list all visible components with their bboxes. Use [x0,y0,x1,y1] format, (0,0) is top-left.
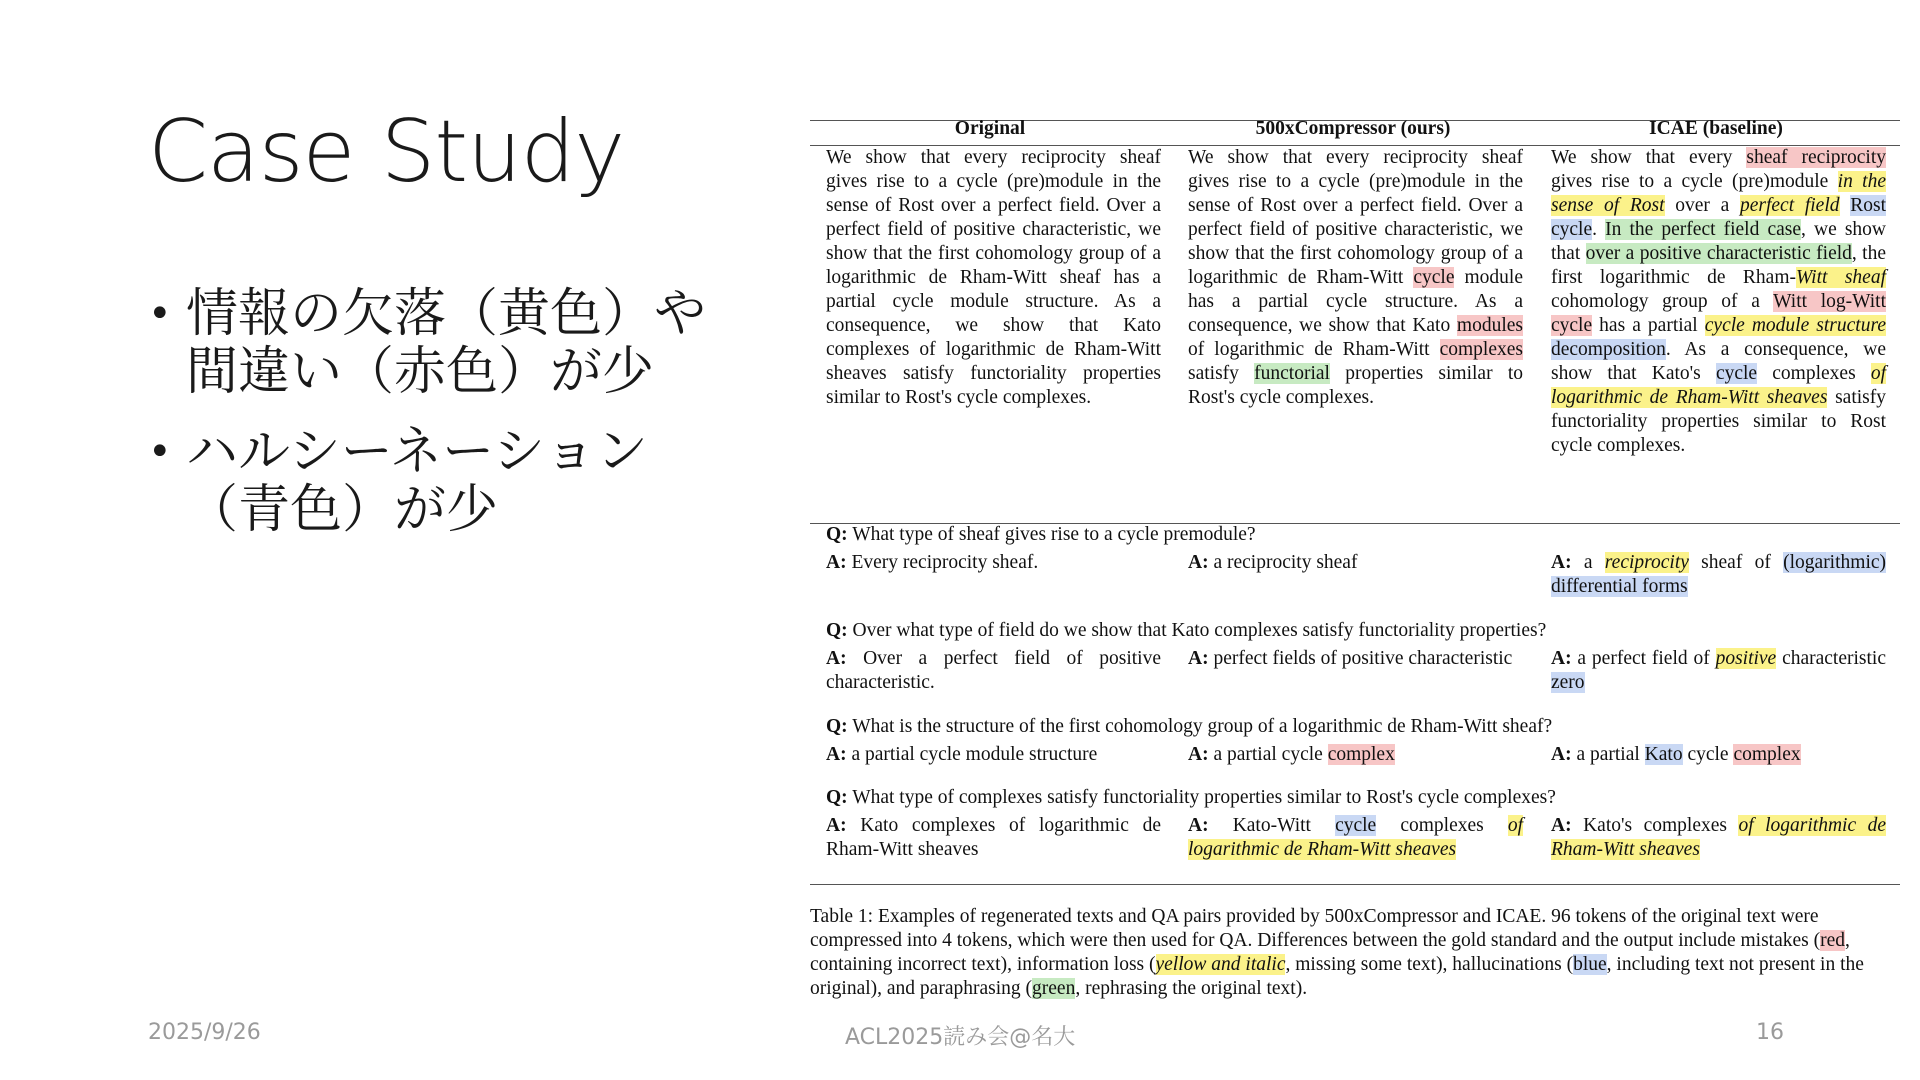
q-text: What type of complexes satisfy functoriality properties similar to Rost's cycle complexes? [852,787,1556,808]
text-segment: complexes [1376,815,1508,836]
highlight-yi: of logarithmic de Rham-Witt sheaves [1188,815,1523,860]
qa-question [826,524,1256,546]
answer-icae [1551,551,1886,599]
text-segment: a partial cycle [1213,744,1328,765]
highlight-yi: positive [1715,648,1777,669]
answer-text [1188,815,1523,860]
highlight-r: red [1820,930,1846,951]
a-label: A: [826,815,847,836]
highlight-b: Kato [1644,744,1683,765]
a-label: A: [1188,552,1209,573]
q-text: What is the structure of the first cohomology group of a logarithmic de Rham-Witt sheaf? [852,716,1553,737]
text-segment: Kato-Witt [1232,815,1336,836]
bullet-list [148,285,708,561]
answer-original [826,814,1161,862]
text-segment: module has a partial cycle structure. As a consequence, we show that Kato [1188,267,1524,336]
a-label: A: [1188,744,1209,765]
answer-icae [1551,743,1886,767]
q-label: Q: [826,716,848,737]
qa-question [826,787,1556,809]
bullet-text: ハルシーネーション（青色）が少 [186,422,649,540]
highlight-yi: perfect field [1739,195,1840,216]
footer-date: 2025/9/26 [148,1020,261,1045]
text-segment: We show that every [1551,147,1747,168]
answer-text [1213,648,1512,669]
text-segment: Kato's complexes [1583,815,1739,836]
header-original: Original [954,118,1026,139]
text-segment: perfect fields of positive characteristic [1213,648,1513,669]
table-bottom-rule [810,884,1900,885]
q-label: Q: [826,787,848,808]
highlight-g: In the perfect field case [1605,219,1802,240]
answer-compressor [1188,551,1523,575]
text-segment: , we show that [1551,219,1886,264]
highlight-g: over a positive characteristic field [1585,243,1852,264]
answer-compressor [1188,647,1523,671]
highlight-r: complexes [1439,339,1523,360]
answer-text [1213,552,1357,573]
text-segment: of logarithmic de Rham-Witt [1188,339,1440,360]
bullet-text: 情報の欠落（黄色）や間違い（赤色）が少 [186,284,707,402]
a-label: A: [1188,815,1209,836]
answer-text [1576,744,1800,765]
highlight-yi: in the sense of Rost [1551,171,1886,216]
highlight-b: Rost cycle [1551,195,1886,240]
answer-original [826,743,1161,767]
answer-original [826,551,1161,575]
answer-icae [1551,647,1886,695]
highlight-yi: Witt sheaf [1796,267,1886,288]
qa-question [826,716,1552,738]
table-caption [810,905,1908,1001]
highlight-g: green [1032,978,1076,999]
text-segment: , missing some text), hallucinations ( [1285,954,1574,975]
q-label: Q: [826,524,848,545]
answer-text [1551,648,1886,693]
compressor-text [1188,146,1523,410]
text-segment: characteristic [1776,648,1886,669]
text-segment: satisfy [1188,363,1255,384]
text-segment: a partial cycle module structure [851,744,1098,765]
text-segment: a perfect field of [1577,648,1716,669]
highlight-b: blue [1573,954,1607,975]
text-segment: We show that every reciprocity sheaf gives rise to a cycle (pre)module in the sense of Rost over a perfect field. Over a perfect field of positive characteristic, we show that the first cohomology group of a logarithmic de Rham-Witt [1188,147,1523,288]
bullet-item [148,285,708,401]
answer-compressor [1188,814,1523,862]
text-segment: a [1583,552,1605,573]
text-segment: , containing incorrect text), information loss ( [810,930,1850,975]
a-label: A: [826,552,847,573]
icae-text [1551,146,1886,458]
highlight-b: zero [1551,672,1585,693]
text-segment: cohomology group of a [1551,291,1774,312]
text-segment: Table 1: Examples of regenerated texts and QA pairs provided by 500xCompressor and ICAE. 96 tokens of the original text were compressed into 4 tokens, which were then used for QA. Differences between the gold standard and the output include mistakes ( [810,906,1821,951]
text-segment: Every reciprocity sheaf. [851,552,1039,573]
a-label: A: [826,648,847,669]
text-segment: a partial [1576,744,1645,765]
q-text: Over what type of field do we show that Kato complexes satisfy functoriality properties? [852,620,1547,641]
text-segment: , including text not present in the original), and paraphrasing ( [810,954,1864,999]
highlight-g: functorial [1254,363,1330,384]
highlight-r: modules [1456,315,1523,336]
highlight-r: Witt log-Witt cycle [1551,291,1886,336]
text-segment: properties similar to Rost's cycle complexes. [1188,363,1523,408]
footer-event: ACL2025読み会@名大 [845,1025,1076,1050]
highlight-yi: of logarithmic de Rham-Witt sheaves [1551,363,1887,408]
answer-icae [1551,814,1886,862]
text-segment: Over a perfect field of positive characteristic. [826,648,1162,693]
text-segment: sheaf of [1688,552,1784,573]
highlight-b: cycle [1715,363,1758,384]
a-label: A: [1551,815,1572,836]
answer-text [851,744,1097,765]
highlight-b: decomposition [1551,339,1666,360]
highlight-r: complex [1733,744,1801,765]
text-segment: , rephrasing the original text). [1075,978,1308,999]
highlight-r: sheaf reciprocity [1746,147,1886,168]
text-segment: Kato complexes of logarithmic de Rham-Witt sheaves [826,815,1161,860]
answer-compressor [1188,743,1523,767]
highlight-yi: cycle module structure [1704,315,1886,336]
text-segment: satisfy functoriality properties similar to Rost cycle complexes. [1551,387,1886,456]
a-label: A: [1551,744,1572,765]
highlight-yi: of logarithmic de Rham-Witt sheaves [1551,815,1886,860]
answer-text [1213,744,1394,765]
a-label: A: [1188,648,1209,669]
text-segment: has a partial [1592,315,1705,336]
answer-text [826,815,1161,860]
text-segment: . As a consequence, we show that Kato's [1551,339,1886,384]
text-segment: cycle [1682,744,1734,765]
a-label: A: [1551,648,1572,669]
highlight-r: cycle [1413,267,1455,288]
answer-text [1551,552,1886,597]
text-segment: complexes [1757,363,1871,384]
q-label: Q: [826,620,848,641]
header-500xcompressor: 500xCompressor (ours) [1255,118,1451,139]
text-segment: a reciprocity sheaf [1213,552,1358,573]
text-segment: . [1592,219,1606,240]
text-segment: , the first logarithmic de Rham- [1551,243,1886,288]
a-label: A: [1551,552,1572,573]
highlight-yi: yellow and italic [1155,954,1286,975]
original-text: We show that every reciprocity sheaf gives rise to a cycle (pre)module in the sense of Rost over a perfect field. Over a perfect field of positive characteristic, we show that the first cohomology group of a logarithmic de Rham-Witt sheaf has a partial cycle module structure. As a consequence, we show that Kato complexes of logarithmic de Rham-Witt sheaves satisfy functoriality properties similar to Rost's cycle complexes. [826,147,1161,408]
highlight-b: cycle [1335,815,1377,836]
text-segment: over a [1664,195,1740,216]
highlight-yi: reciprocity [1604,552,1689,573]
text-segment [1840,195,1851,216]
answer-text [1551,815,1886,860]
bullet-dot: • [148,429,172,475]
answer-text [851,552,1038,573]
slide-title: Case Study [148,102,625,202]
header-icae: ICAE (baseline) [1649,118,1783,139]
a-label: A: [826,744,847,765]
answer-original [826,647,1161,695]
text-segment: gives rise to a cycle (pre)module [1551,171,1838,192]
bullet-dot: • [148,291,172,337]
bullet-item [148,423,708,539]
highlight-b: (logarithmic) differential forms [1551,552,1887,597]
answer-text [826,648,1161,693]
qa-question [826,620,1546,642]
page-number: 16 [1756,1020,1784,1045]
highlight-r: complex [1327,744,1395,765]
q-text: What type of sheaf gives rise to a cycle premodule? [852,524,1256,545]
